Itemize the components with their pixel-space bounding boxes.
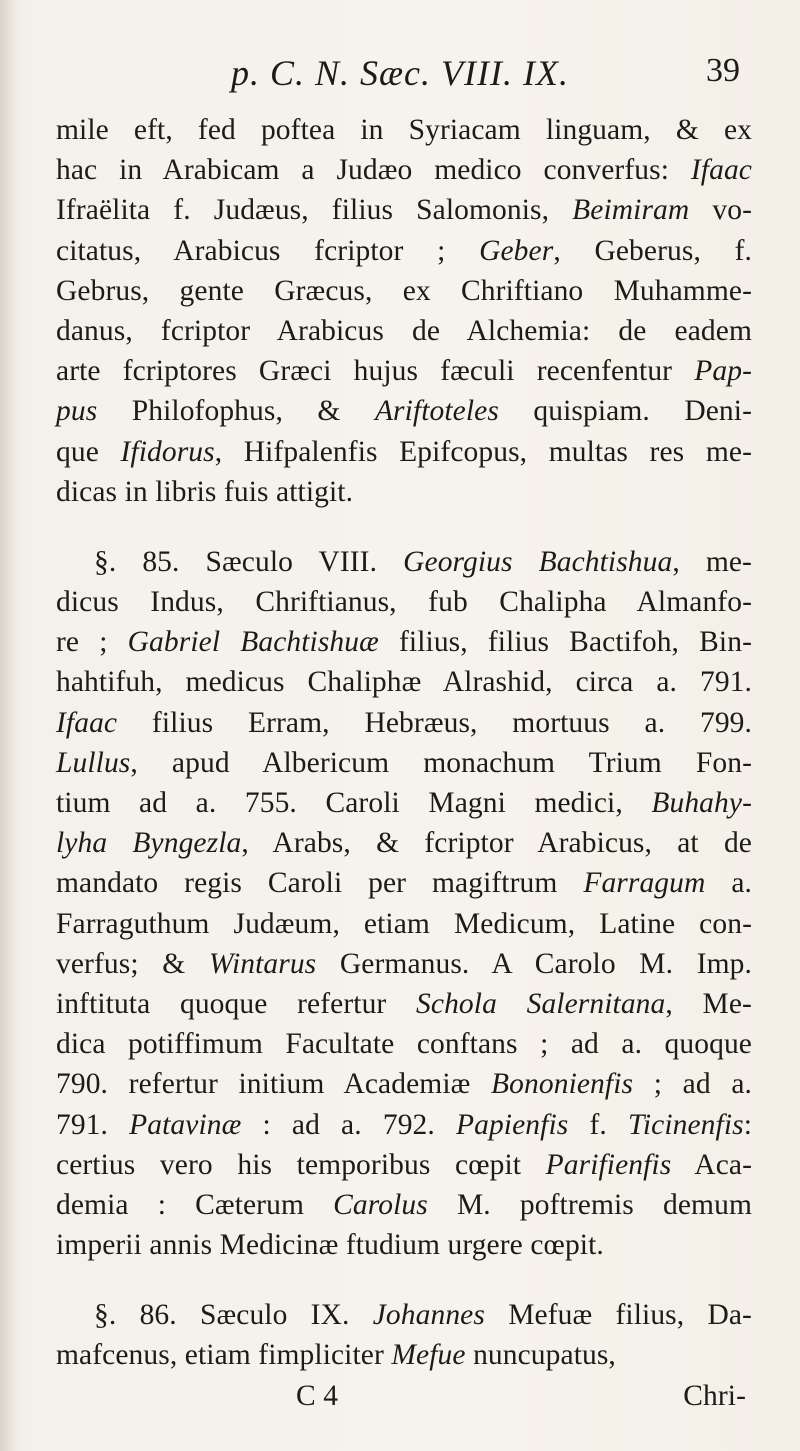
page-footer	[56, 1376, 752, 1416]
italic-run: Buhahy-	[651, 787, 752, 819]
text-run: , Geberus, f.	[553, 234, 752, 267]
text-run: hac in Arabicam a Judæo medico converfus:	[56, 154, 691, 187]
text-run: vo-	[689, 194, 752, 227]
text-run: dicas in libris fuis attigit.	[56, 475, 354, 508]
text-run: certius vero his temporibus cœpit	[56, 1148, 546, 1181]
text-line	[56, 190, 752, 230]
italic-run: Patavinæ	[129, 1108, 242, 1141]
text-run: , apud Albericum monachum Trium Fon-	[130, 746, 752, 779]
running-head: p. C. N. Sæc. VIII. IX.	[231, 53, 569, 93]
text-line	[56, 703, 752, 743]
paragraphs	[56, 110, 752, 1376]
page-gutter	[0, 0, 14, 1451]
italic-run: Mefue	[391, 1339, 466, 1372]
italic-run: Gabriel Bachtishuæ	[127, 626, 379, 659]
italic-run: Lullus	[56, 746, 131, 779]
paragraph	[56, 110, 752, 512]
text-run: M. poftremis demum	[427, 1188, 752, 1221]
text-run: 791.	[56, 1108, 130, 1141]
text-run: nuncupatus,	[465, 1339, 616, 1372]
text-run: : ad a. 792.	[241, 1108, 456, 1141]
text-run: ; ad a.	[633, 1068, 752, 1101]
text-run: arte fcriptores Græci hujus fæculi recenfentur	[56, 355, 695, 388]
text-run: re ;	[56, 626, 128, 659]
italic-run: Beimiram	[572, 194, 690, 227]
text-line	[56, 662, 752, 702]
text-line	[56, 1145, 752, 1185]
italic-run: Pap-	[694, 355, 752, 388]
italic-run: Papienfis	[455, 1108, 569, 1141]
text-line	[56, 351, 752, 391]
text-line	[56, 1064, 752, 1104]
text-line	[56, 150, 752, 190]
text-line	[56, 823, 752, 863]
text-run: quispiam. Deni-	[498, 395, 752, 428]
text-line	[56, 622, 752, 662]
text-line	[56, 542, 752, 582]
text-line	[56, 231, 752, 271]
signature-mark: C 4	[296, 1379, 339, 1412]
text-run: inftituta quoque refertur	[56, 987, 417, 1020]
text-run: Ifraëlita f. Judæus, filius Salomonis,	[56, 194, 573, 227]
text-line	[56, 1185, 752, 1225]
text-run: que	[56, 435, 121, 468]
text-run: 790. refertur initium Academiæ	[56, 1068, 492, 1101]
text-run: §. 86. Sæculo IX.	[94, 1299, 373, 1332]
italic-run: Johannes	[372, 1299, 485, 1332]
text-line	[56, 311, 752, 351]
text-line	[56, 391, 752, 431]
text-run: Farraguthum Judæum, etiam Medicum, Latine con-	[56, 907, 752, 940]
text-line	[56, 783, 752, 823]
text-run: demia : Cæterum	[56, 1188, 334, 1221]
italic-run: Ifaac	[690, 154, 752, 187]
text-run: :	[743, 1108, 752, 1141]
italic-run: Ticinenfis	[627, 1108, 744, 1141]
text-run: , me-	[672, 545, 752, 578]
text-run: , Hifpalenfis Epifcopus, multas res me-	[214, 435, 752, 468]
text-run: Aca-	[671, 1148, 752, 1181]
italic-run: Carolus	[333, 1188, 428, 1221]
text-run: danus, fcriptor Arabicus de Alchemia: de eadem	[56, 314, 752, 347]
text-line	[56, 863, 752, 903]
text-run: Mefuæ filius, Da-	[484, 1299, 752, 1332]
text-run: filius Erram, Hebræus, mortuus a. 799.	[117, 706, 752, 739]
text-line	[56, 904, 752, 944]
text-line	[56, 743, 752, 783]
text-run: a.	[705, 867, 752, 900]
text-run: Gebrus, gente Græcus, ex Chriftiano Muhamme-	[56, 274, 752, 307]
text-run: Philofophus, &	[97, 395, 375, 428]
text-line	[56, 271, 752, 311]
italic-run: lyha Byngezla	[56, 827, 242, 860]
text-run: §. 85. Sæculo VIII.	[94, 545, 404, 578]
text-run: mandato regis Caroli per magiftrum	[56, 867, 584, 900]
text-line	[56, 1225, 752, 1265]
text-run: tium ad a. 755. Caroli Magni medici,	[56, 787, 652, 819]
italic-run: Geber	[479, 234, 554, 267]
italic-run: Schola Salernitana	[416, 987, 666, 1020]
text-run: , Me-	[665, 987, 752, 1020]
italic-run: Ifidorus	[120, 435, 215, 468]
page-header	[0, 52, 800, 102]
text-line	[56, 1024, 752, 1064]
italic-run: Farragum	[583, 867, 706, 900]
text-line	[56, 1335, 752, 1375]
text-line	[56, 1295, 752, 1335]
italic-run: Parifienfis	[545, 1148, 672, 1181]
text-run: hahtifuh, medicus Chaliphæ Alrashid, circa a. 791.	[56, 666, 752, 699]
text-line	[56, 1105, 752, 1145]
italic-run: Ariftoteles	[374, 395, 499, 428]
body-text	[56, 110, 752, 1416]
text-run: mile eft, fed poftea in Syriacam linguam, & ex	[56, 114, 752, 146]
text-run: dicus Indus, Chriftianus, fub Chalipha Almanfo-	[56, 586, 752, 619]
text-run: Germanus. A Carolo M. Imp.	[316, 947, 752, 980]
text-line	[56, 472, 752, 512]
text-run: filius, filius Bactifoh, Bin-	[378, 626, 752, 659]
catchword: Chri-	[683, 1379, 746, 1412]
paragraph	[56, 542, 752, 1265]
italic-run: Georgius Bachtishua	[403, 545, 673, 578]
text-run: imperii annis Medicinæ ftudium urgere cœpit.	[56, 1229, 604, 1262]
italic-run: Ifaac	[56, 706, 118, 739]
text-run: mafcenus, etiam fimpliciter	[56, 1339, 392, 1372]
italic-run: Bononienfis	[491, 1068, 634, 1101]
text-line	[56, 984, 752, 1024]
text-run: f.	[568, 1108, 628, 1141]
italic-run: pus	[56, 395, 98, 428]
text-line	[56, 110, 752, 150]
text-run: dica potiffimum Facultate conftans ; ad a. quoque	[56, 1028, 752, 1061]
text-line	[56, 944, 752, 984]
text-run: verfus; &	[56, 947, 209, 980]
page-number: 39	[706, 52, 740, 89]
text-run: citatus, Arabicus fcriptor ;	[56, 234, 480, 267]
text-run: , Arabs, & fcriptor Arabicus, at de	[241, 827, 752, 860]
paragraph	[56, 1295, 752, 1375]
text-line	[56, 432, 752, 472]
italic-run: Wintarus	[208, 947, 317, 980]
text-line	[56, 582, 752, 622]
